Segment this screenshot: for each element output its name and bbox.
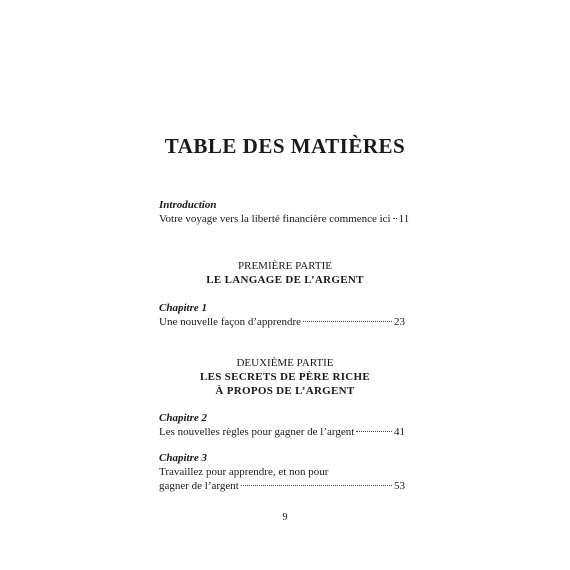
part-title: LE LANGAGE DE L’ARGENT	[206, 274, 364, 286]
toc-entry-chapter-3	[159, 451, 405, 493]
part-title-line-2: À PROPOS DE L’ARGENT	[215, 385, 355, 397]
entry-text: Les nouvelles règles pour gagner de l’argent	[159, 426, 355, 438]
toc-entry-chapter-2	[159, 411, 405, 439]
entry-line	[159, 479, 405, 493]
entry-page-number: 41	[394, 426, 405, 438]
page-number: 9	[282, 512, 288, 523]
entry-text: Une nouvelle façon d’apprendre	[159, 316, 302, 328]
entry-heading: Chapitre 1	[159, 302, 207, 314]
part-heading-2	[0, 356, 570, 398]
page-title: TABLE DES MATIÈRES	[164, 134, 406, 158]
dot-leader	[393, 218, 397, 219]
entry-text: Votre voyage vers la liberté financière commence ici	[159, 213, 391, 225]
toc-entry-introduction	[159, 198, 410, 226]
part-label: DEUXIÈME PARTIE	[236, 357, 334, 369]
entry-heading: Introduction	[159, 199, 217, 211]
toc-entry-chapter-1	[159, 301, 405, 329]
dot-leader	[303, 321, 392, 322]
entry-page-number: 23	[394, 316, 405, 328]
dot-leader	[356, 431, 392, 432]
part-heading-1	[0, 259, 570, 287]
entry-page-number: 11	[398, 213, 410, 225]
entry-line	[159, 425, 405, 439]
entry-text-line-2: gagner de l’argent	[159, 480, 239, 492]
entry-line	[159, 315, 405, 329]
entry-line	[159, 212, 410, 226]
entry-heading: Chapitre 2	[159, 412, 207, 424]
entry-text-line-1: Travaillez pour apprendre, et non pour	[159, 466, 329, 478]
dot-leader	[241, 485, 392, 486]
entry-page-number: 53	[394, 480, 405, 492]
part-title-line-1: LES SECRETS DE PÈRE RICHE	[199, 371, 371, 383]
entry-heading: Chapitre 3	[159, 452, 207, 464]
part-label: PREMIÈRE PARTIE	[238, 260, 332, 272]
